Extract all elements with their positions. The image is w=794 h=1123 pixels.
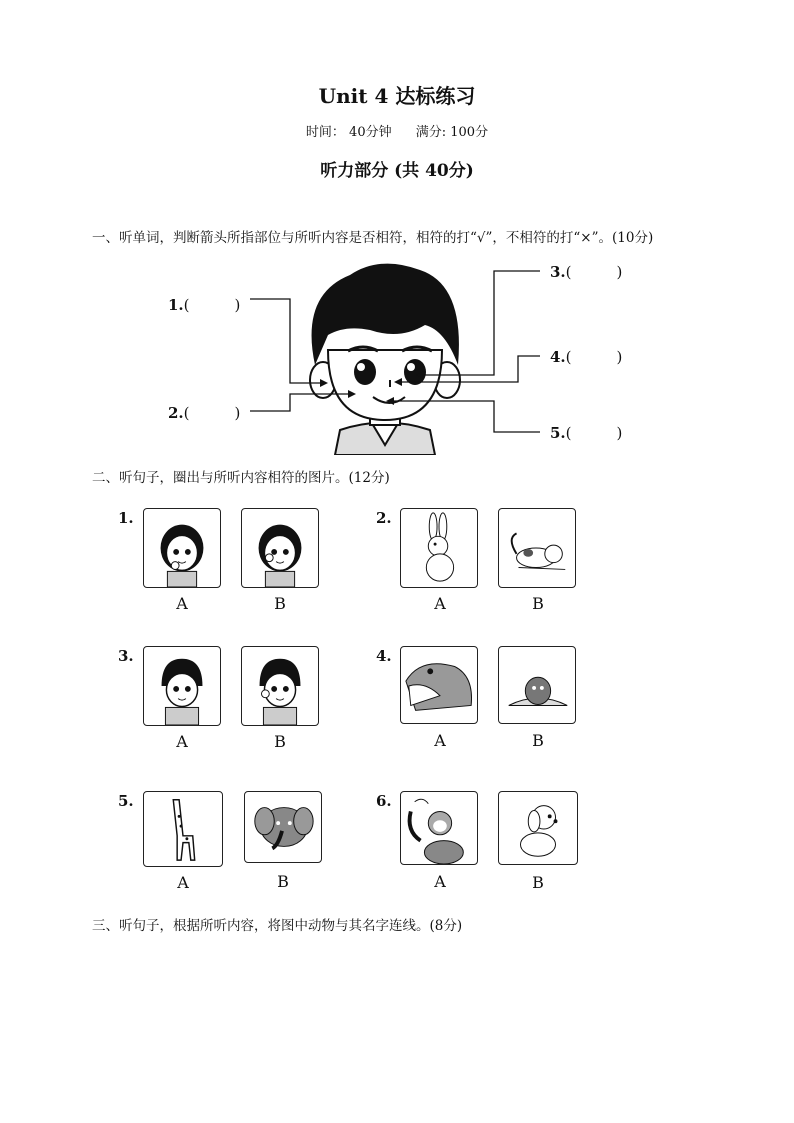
part3-instruction: 三、听句子，根据所听内容，将图中动物与其名字连线。(8分) bbox=[92, 918, 463, 934]
picture-dog[interactable] bbox=[498, 791, 578, 865]
picture-girl-b[interactable] bbox=[241, 508, 319, 588]
boy-face-illustration bbox=[230, 255, 540, 455]
item-number: 3. bbox=[118, 647, 134, 665]
choice-b: B bbox=[274, 594, 286, 613]
choice-a: A bbox=[434, 872, 446, 891]
part1-blank-2[interactable] bbox=[168, 402, 240, 423]
item-number: 5. bbox=[118, 792, 134, 810]
choice-a: A bbox=[434, 594, 446, 613]
item-number: 1. bbox=[118, 509, 134, 527]
blank-number: 3. bbox=[550, 263, 566, 281]
part1-blank-4[interactable] bbox=[550, 346, 622, 367]
answer-paren: ( ) bbox=[183, 404, 241, 422]
section-title: 听力部分 (共 40分) bbox=[320, 161, 474, 181]
total-score: 满分: 100分 bbox=[415, 125, 489, 140]
blank-number: 1. bbox=[168, 296, 184, 314]
picture-elephant[interactable] bbox=[244, 791, 322, 863]
choice-b: B bbox=[532, 731, 544, 750]
picture-hippo[interactable] bbox=[400, 646, 478, 724]
blank-number: 2. bbox=[168, 404, 184, 422]
choice-b: B bbox=[532, 594, 544, 613]
exam-meta bbox=[0, 121, 794, 140]
part1-instruction: 一、听单词，判断箭头所指部位与所听内容是否相符，相符的打“√”，不相符的打“×”。(10分) bbox=[92, 230, 654, 246]
time-limit: 时间： 40分钟 bbox=[305, 125, 392, 140]
item-number: 2. bbox=[376, 509, 392, 527]
answer-paren: ( ) bbox=[565, 424, 623, 442]
picture-monkey[interactable] bbox=[400, 791, 478, 865]
answer-paren: ( ) bbox=[565, 348, 623, 366]
choice-a: A bbox=[434, 731, 446, 750]
picture-mole[interactable] bbox=[498, 646, 576, 724]
answer-paren: ( ) bbox=[565, 263, 623, 281]
blank-number: 5. bbox=[550, 424, 566, 442]
blank-number: 4. bbox=[550, 348, 566, 366]
choice-a: A bbox=[177, 873, 189, 892]
picture-girl-a[interactable] bbox=[143, 508, 221, 588]
part1-blank-5[interactable] bbox=[550, 422, 622, 443]
choice-a: A bbox=[176, 732, 188, 751]
item-number: 6. bbox=[376, 792, 392, 810]
choice-b: B bbox=[274, 732, 286, 751]
answer-paren: ( ) bbox=[183, 296, 241, 314]
item-number: 4. bbox=[376, 647, 392, 665]
picture-giraffe[interactable] bbox=[143, 791, 223, 867]
picture-boy-a[interactable] bbox=[143, 646, 221, 726]
choice-b: B bbox=[277, 872, 289, 891]
page-title: Unit 4 达标练习 bbox=[318, 84, 476, 108]
part2-instruction: 二、听句子，圈出与所听内容相符的图片。(12分) bbox=[92, 470, 390, 486]
picture-cat[interactable] bbox=[498, 508, 576, 588]
picture-boy-b[interactable] bbox=[241, 646, 319, 726]
part1-blank-1[interactable] bbox=[168, 294, 240, 315]
picture-rabbit[interactable] bbox=[400, 508, 478, 588]
part1-blank-3[interactable] bbox=[550, 261, 622, 282]
choice-b: B bbox=[532, 873, 544, 892]
choice-a: A bbox=[176, 594, 188, 613]
